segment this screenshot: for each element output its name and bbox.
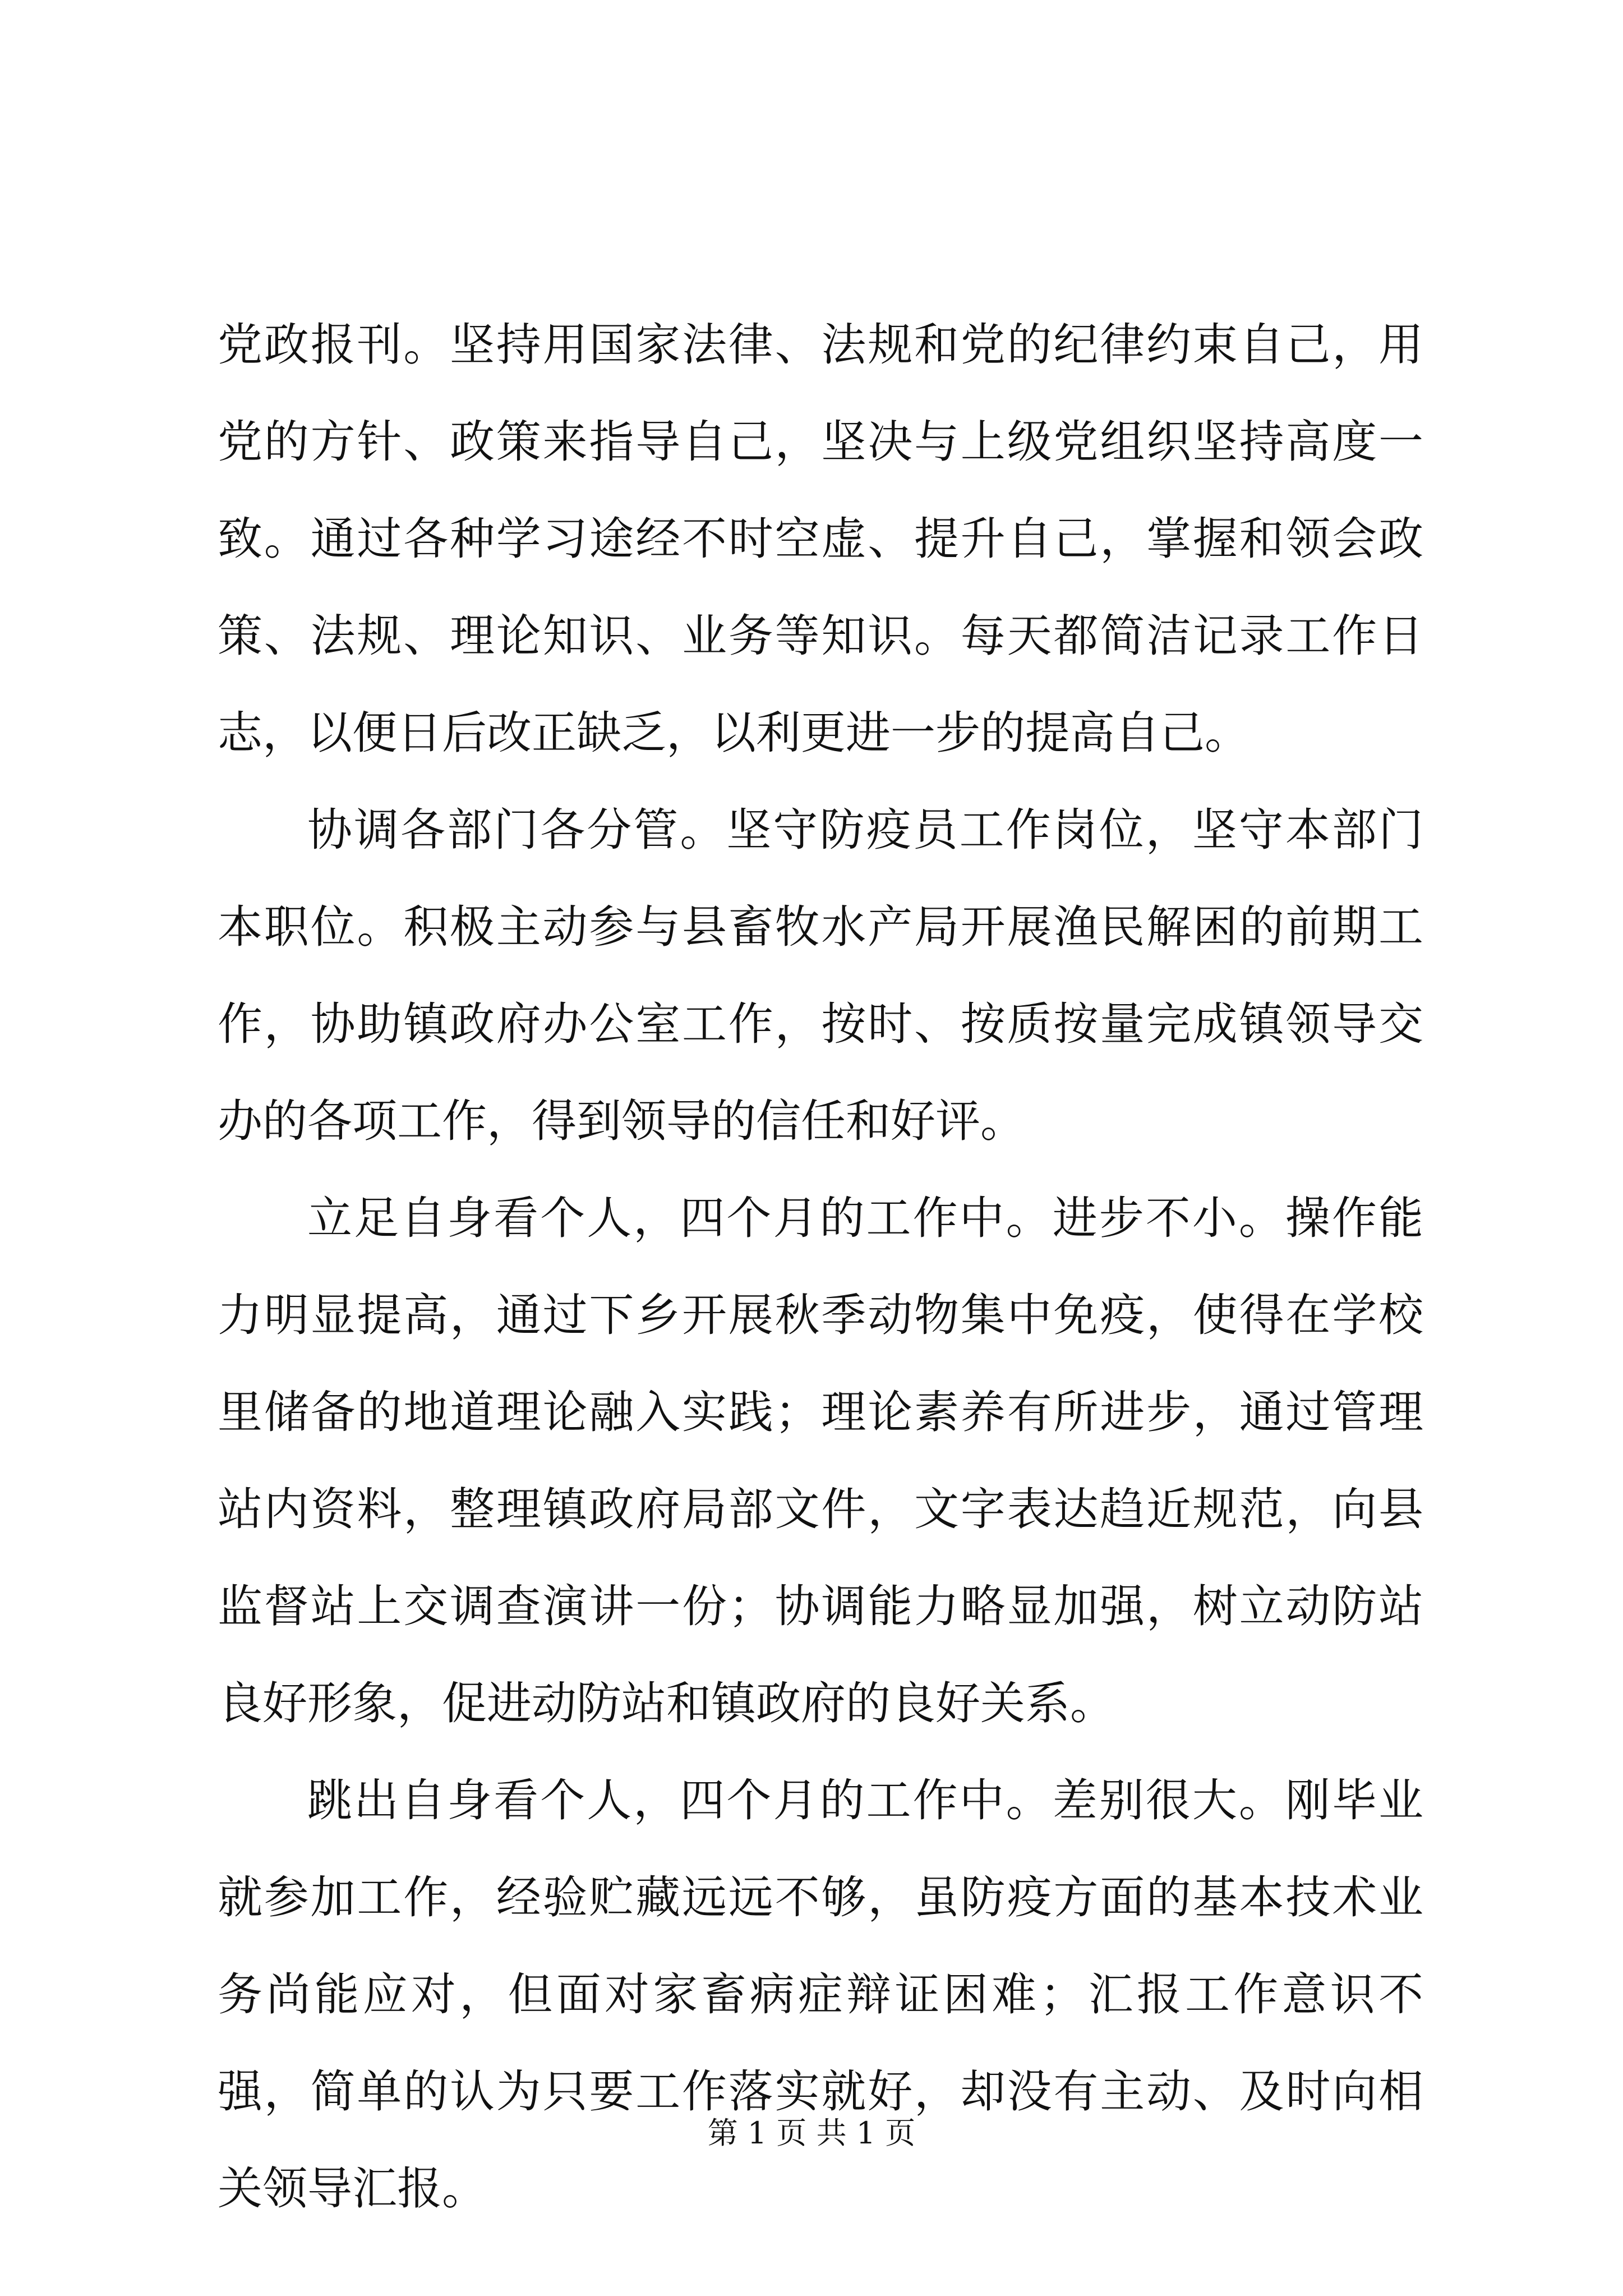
paragraph-coordination: 协调各部门各分管。坚守防疫员工作岗位，坚守本部门本职位。积极主动参与县畜牧水产局开展渔民解困的前期工作，协助镇政府办公室工作，按时、按质按量完成镇领导交办的各项工作，得到领导的信任和好评。 (218, 804, 1423, 1147)
page-footer (0, 2109, 1623, 2152)
page-number-label: 第 1 页 共 1 页 (707, 2115, 916, 2151)
document-body (218, 296, 1423, 2237)
paragraph-self-progress: 立足自身看个人，四个月的工作中。进步不小。操作能力明显提高，通过下乡开展秋季动物集中免疫，使得在学校里储备的地道理论融入实践；理论素养有所进步，通过管理站内资料，整理镇政府局部文件，文字表达趋近规范，向县监督站上交调查演讲一份；协调能力略显加强，树立动防站良好形象，促进动防站和镇政府的良好关系。 (218, 1192, 1423, 1729)
paragraph-shortcomings: 跳出自身看个人，四个月的工作中。差别很大。刚毕业就参加工作，经验贮藏远远不够，虽防疫方面的基本技术业务尚能应对，但面对家畜病症辩证困难；汇报工作意识不强，简单的认为只要工作落实就好，却没有主动、及时向相关领导汇报。 (218, 1774, 1423, 2215)
paragraph-continuation: 党政报刊。坚持用国家法律、法规和党的纪律约束自己，用党的方针、政策来指导自己，坚决与上级党组织坚持高度一致。通过各种学习途经不时空虚、提升自己，掌握和领会政策、法规、理论知识、业务等知识。每天都简洁记录工作日志，以便日后改正缺乏，以利更进一步的提高自己。 (218, 319, 1423, 759)
